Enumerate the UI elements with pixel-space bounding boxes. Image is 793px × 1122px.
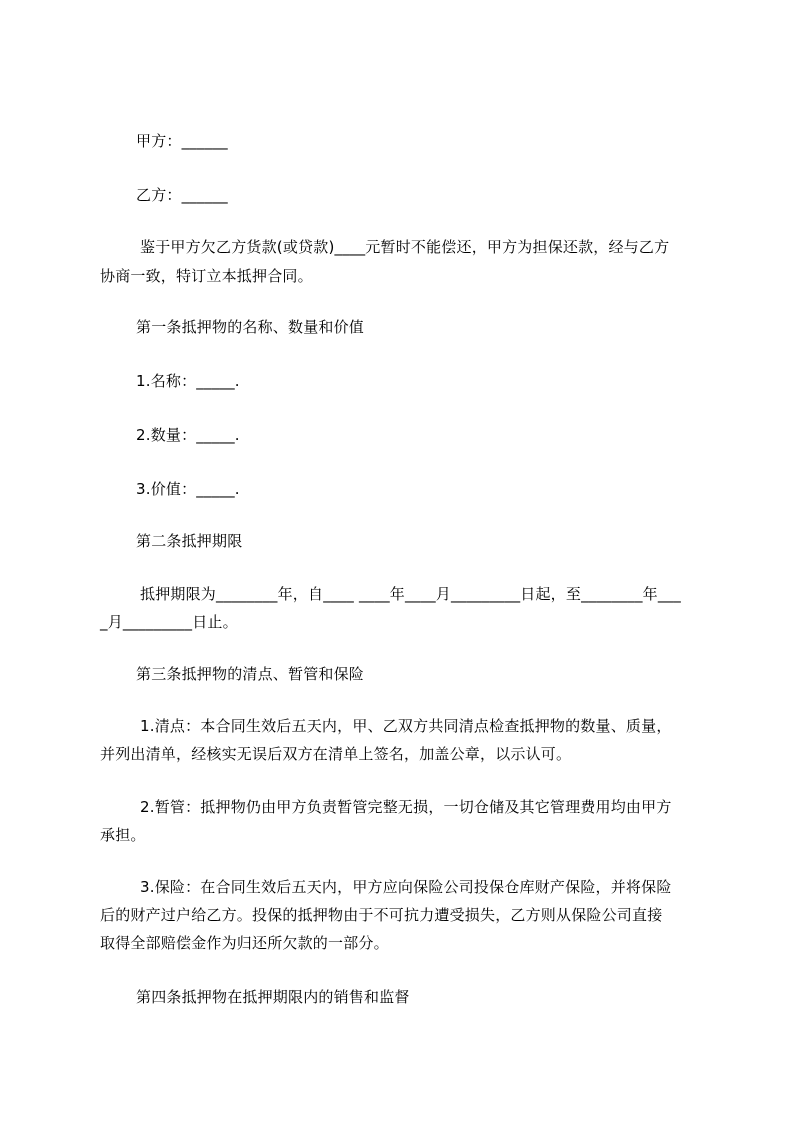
article3-item1-line-1: 1.清点：本合同生效后五天内，甲、乙双方共同清点检查抵押物的数量、质量， bbox=[140, 717, 672, 735]
preamble-line-2: 协商一致，特订立本抵押合同。 bbox=[100, 267, 313, 285]
article3-item1-line-2: 并列出清单，经核实无误后双方在清单上签名，加盖公章，以示认可。 bbox=[100, 745, 572, 763]
article3-item3-line-3: 取得全部赔偿金作为归还所欠款的一部分。 bbox=[100, 934, 389, 952]
article3-item2-line-2: 承担。 bbox=[100, 826, 146, 844]
article2-line-2: _月_________日止。 bbox=[100, 613, 238, 631]
article1-item-name: 1.名称：_____. bbox=[136, 372, 240, 390]
preamble-line-1: 鉴于甲方欠乙方货款(或贷款)____元暂时不能偿还，甲方为担保还款，经与乙方 bbox=[140, 238, 670, 256]
article2-title: 第二条抵押期限 bbox=[136, 532, 243, 550]
article1-title: 第一条抵押物的名称、数量和价值 bbox=[136, 318, 365, 336]
article3-item3-line-1: 3.保险：在合同生效后五天内，甲方应向保险公司投保仓库财产保险，并将保险 bbox=[140, 878, 672, 896]
article1-item-value: 3.价值：_____. bbox=[136, 480, 240, 498]
article3-title: 第三条抵押物的清点、暂管和保险 bbox=[136, 665, 365, 683]
article1-item-quantity: 2.数量：_____. bbox=[136, 426, 240, 444]
article3-item2-line-1: 2.暂管：抵押物仍由甲方负责暂管完整无损，一切仓储及其它管理费用均由甲方 bbox=[140, 798, 672, 816]
article3-item3-line-2: 后的财产过户给乙方。投保的抵押物由于不可抗力遭受损失，乙方则从保险公司直接 bbox=[100, 906, 663, 924]
article4-title: 第四条抵押物在抵押期限内的销售和监督 bbox=[136, 988, 410, 1006]
party-b-line: 乙方：______ bbox=[136, 186, 228, 204]
article2-line-1: 抵押期限为________年，自____ ____年____月_________日起，至________年___ bbox=[140, 585, 681, 603]
party-a-line: 甲方：______ bbox=[136, 132, 228, 150]
